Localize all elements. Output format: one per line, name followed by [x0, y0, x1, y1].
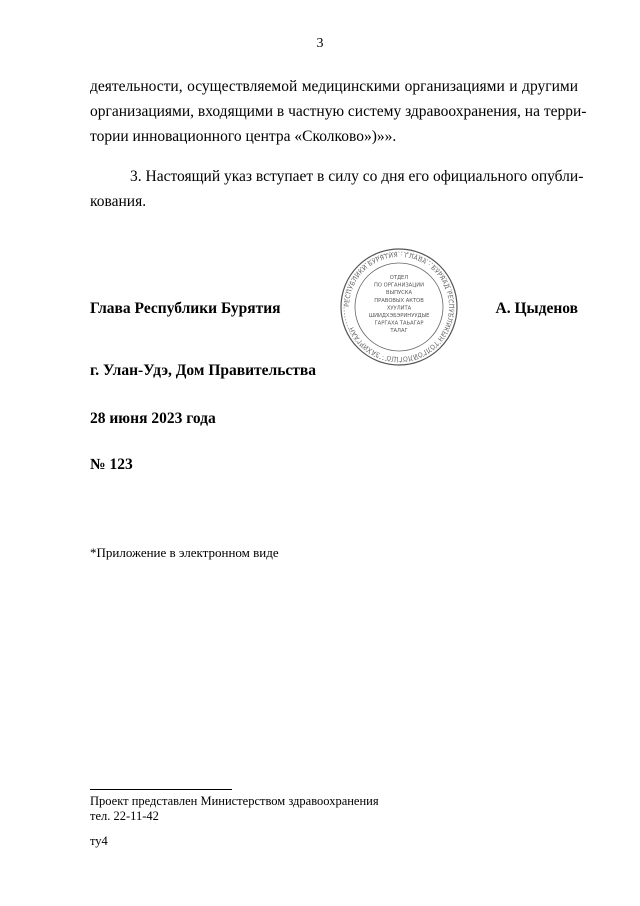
- seal-ring-text: РЕСПУБЛИКИ БУРЯТИЯ · ГЛАВА · БУРЯАД РЕСПУБЛИКЫН ТОЛГОЙЛОГШО · ЗАХИРГААН: [343, 251, 455, 363]
- page-number: 3: [316, 36, 324, 51]
- place-of-signing: г. Улан-Удэ, Дом Правительства: [90, 362, 317, 379]
- signatory-position: Глава Республики Бурятия: [90, 300, 281, 317]
- signatory-name: А. Цыденов: [495, 300, 578, 317]
- document-date: 28 июня 2023 года: [90, 410, 216, 427]
- seal-text-line: ТАЛАГ: [390, 328, 408, 335]
- continuation-paragraph: [90, 74, 587, 149]
- clause-3-paragraph: [90, 164, 584, 214]
- paragraph-line: организациями, входящими в частную систему здравоохранения, на терри-: [90, 103, 587, 120]
- paragraph-line: тории инновационного центра «Сколково»)»».: [90, 128, 397, 145]
- footer-phone: тел. 22-11-42: [90, 809, 159, 823]
- paragraph-line: деятельности, осуществляемой медицинскими организациями и другими: [90, 78, 578, 95]
- document-number: № 123: [90, 456, 133, 473]
- footer-code: ту4: [90, 834, 108, 848]
- official-seal: [332, 248, 466, 366]
- footer-prepared-by: Проект представлен Министерством здравоохранения: [90, 794, 379, 808]
- appendix-note: *Приложение в электронном виде: [90, 545, 279, 560]
- seal-text-line: ВЫПУСКА: [385, 290, 413, 297]
- footer-divider: [90, 789, 232, 790]
- seal-text-line: ХУУЛИТА: [386, 305, 412, 312]
- seal-text-line: ПО ОРГАНИЗАЦИИ: [373, 282, 425, 289]
- seal-text-line: ГАРГАХА ТАЬАГАР: [374, 320, 424, 327]
- seal-text-line: ПРАВОВЫХ АКТОВ: [374, 297, 424, 304]
- paragraph-line: кования.: [90, 193, 147, 210]
- seal-text-line: ОТДЕЛ: [389, 275, 409, 281]
- seal-text-line: ШИИДХЭБЭРИНУУДЫЕ: [368, 313, 430, 319]
- paragraph-line: 3. Настоящий указ вступает в силу со дня его официального опубли-: [130, 168, 584, 185]
- seal-icon: [332, 248, 466, 366]
